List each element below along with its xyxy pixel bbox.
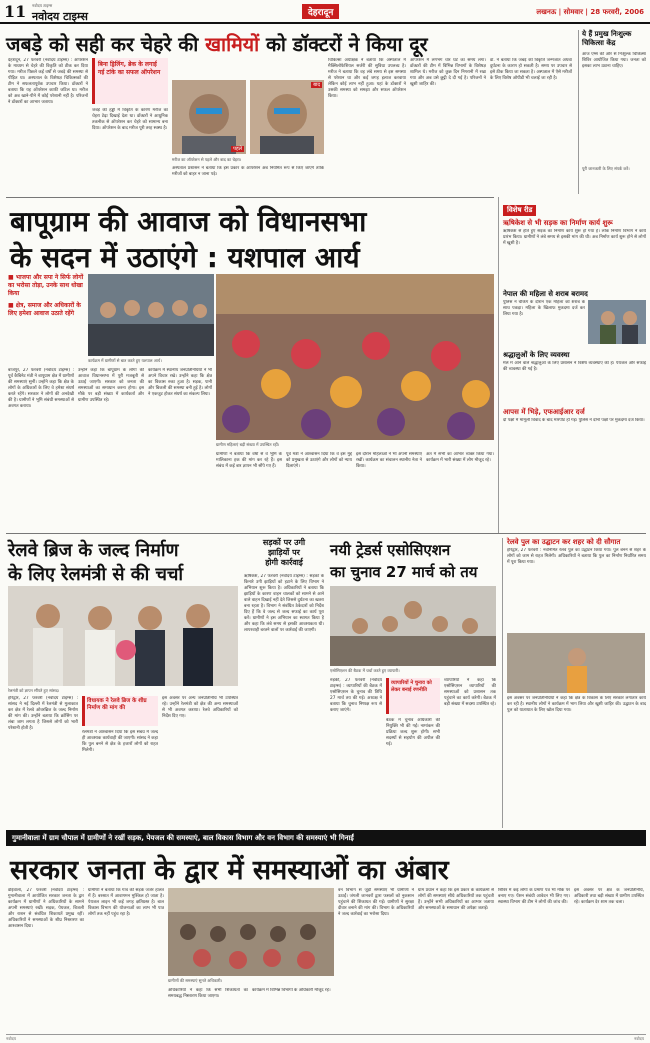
story4-headline-line1: सड़कों पर उगी [262, 538, 306, 547]
story2-photo-2 [216, 274, 494, 440]
vishesh-lower-text-1: हरिद्वार, 27 फरवरी : नवनिर्मित रेलवे पुल का उद्घाटन किया गया। पुल बनने से शहर के लोगों को जाम से राहत मिलेगी। अधिकारियों ने बताया कि पुल का निर्माण निर्धारित समय में पूरा किया गया। [507, 548, 646, 565]
story2-bullet-2: ■ क्षेत्र, समाज और अधिकारों के लिए हमेशा आवाज उठाते रहेंगे [8, 302, 81, 317]
vishesh-text-4: दो पक्षों में मामूली विवाद के बाद मारपीट हो गई। पुलिस ने दोनों पक्षों पर मुकदमा दर्ज किया। [503, 418, 645, 423]
vishesh-lower-text-2: इस अवसर पर जनप्रतिनिधियों ने कहा कि क्षेत्र के विकास के लिए सरकार लगातार कार्य कर रही है। स्थानीय लोगों ने कार्यक्रम में भाग लिया और खुशी जाहिर की। उद्घाटन के बाद पुल को यातायात के लिए खोल दिया गया। [507, 696, 646, 713]
footer-rule [6, 1034, 646, 1035]
edition-label: देहरादून [302, 4, 339, 19]
side-column-footer: पूरी जानकारी के लिए संपर्क करें। [582, 166, 630, 171]
railminister-photo [8, 586, 238, 686]
vishesh-lower [502, 538, 646, 828]
story1-photo-before [172, 80, 246, 154]
story2-bullets [8, 274, 86, 358]
footer-right-mark: नवोदय [634, 1036, 644, 1041]
story6-body-col7: शिविर में कई लोगों के प्रमाण पत्र भी मौके पर बनाए गए। पेंशन संबंधी आवेदन भी लिए गए। स्वास्थ्य विभाग की टीम ने लोगों की जांच की। [498, 888, 570, 905]
label-after: बाद [313, 82, 320, 88]
story2-body-col2: उन्होंने कहा कि बापूग्राम के लोगों की आवाज विधानसभा में पूरी मजबूती से उठाई जाएगी। सरकार को जनता की समस्याओं का समाधान करना होगा। इस मौके पर बड़ी संख्या में कार्यकर्ता और ग्रामीण उपस्थित रहे। [78, 368, 144, 403]
vishesh-headline-4: आपस में भिड़े, एफआईआर दर्ज [503, 408, 585, 416]
story2-photo-1 [88, 274, 214, 356]
story4-headline-line3: होगी कार्रवाई [265, 558, 303, 567]
story3-photo-caption: रेलमंत्री को ज्ञापन सौंपते हुए सांसद। [8, 688, 60, 693]
crowd-photo [216, 274, 494, 440]
story5-headline-line2: का चुनाव 27 मार्च को तय [330, 563, 478, 581]
story1-body-col2: जबड़े की हड्डी में विकृति के कारण मरीज का चेहरा टेढ़ा दिखाई देता था। डॉक्टरों ने आधुनिक तकनीक से ऑपरेशन कर चेहरे को सामान्य बना दिया। ऑपरेशन के बाद मरीज पूरी तरह स्वस्थ है। [92, 108, 168, 131]
story3-body-col2: रेलमंत्री ने आश्वासन दिया कि इस संबंध में जल्द ही आवश्यक कार्यवाही की जाएगी। सांसद ने कहा कि पुल बनने से क्षेत्र के हजारों लोगों को राहत मिलेगी। [82, 730, 158, 753]
side-column-text: आज एम्स की ओर से निःशुल्क चिकित्सा शिविर आयोजित किया गया। जनता को इसका लाभ उठाना चाहिए। [582, 52, 646, 69]
vishesh-lower-photo [507, 633, 645, 693]
label-before: पहले [233, 146, 242, 152]
story1-sub-box: बिना ड्रिलिंग, ब्रेक के लगाई गई टांके का सफल ऑपरेशन [92, 58, 168, 104]
divider-1 [6, 197, 494, 198]
story1-body-col6: डॉ. ने बताया कि जबड़े की विकृति जन्मजात अथवा दुर्घटना के कारण हो सकती है। समय पर उपचार से इसे ठीक किया जा सकता है। अस्पताल में ऐसे मरीजों के लिए विशेष ओपीडी भी चलाई जा रही है। [490, 58, 572, 81]
story3-sub-box: विधायक ने रेलवे ब्रिज के शीघ्र निर्माण की मांग की [82, 696, 158, 726]
story3-headline-line1: रेलवे ब्रिज के जल्द निर्माण [8, 540, 179, 561]
date-line: लखनऊ | सोमवार | 28 फरवरी, 2006 [536, 8, 644, 16]
story2-body-col5: पूर्व मंत्री ने आश्वासन दिया कि वे इस मुद्दे को प्रमुखता से उठाएंगे और लोगों को न्याय दिलाएंगे। [286, 452, 352, 469]
story6-body-col8: इस अवसर पर क्षेत्र के जनप्रतिनिधि, अधिकारी तथा बड़ी संख्या में ग्रामीण उपस्थित रहे। कार्यक्रम देर शाम तक चला। [574, 888, 644, 905]
divider-2 [6, 533, 646, 534]
story2-headline-line2: के सदन में उठाएंगे : यशपाल आर्य [10, 241, 360, 274]
story2-caption-2: ग्रामीण महिलाएं बड़ी संख्या में उपस्थित रहीं। [216, 442, 280, 447]
story6-headline: सरकार जनता के द्वार में समस्याओं का अंबार [10, 855, 449, 886]
bullet-icon: ■ [8, 302, 16, 309]
chaupal-photo [168, 888, 334, 976]
story6-body-col3: अधिकारियों ने कहा कि सभी शिकायतों का समयबद्ध निस्तारण किया जाएगा। [168, 988, 248, 999]
story5-body-col3: व्यापारियों ने कहा कि एसोसिएशन व्यापारियों की समस्याओं को प्रशासन तक पहुंचाने का कार्य करेगी। बैठक में बड़ी संख्या में सदस्य उपस्थित रहे। [444, 678, 496, 707]
banner: गुमानीवाला में ग्राम चौपाल में ग्रामीणों ने रखीं सड़क, पेयजल की समस्याएं, बाल विकास विभाग और वन विभाग की समस्याएं भी गिनाईं [6, 830, 646, 846]
side-column-title: ये हैं प्रमुख निःशुल्क चिकित्सा केंद्र [582, 30, 632, 47]
story2-body-col4: ग्रामीणों ने बताया कि वर्षों से वे भूमि के मालिकाना हक की मांग कर रहे हैं। इस संबंध में कई बार ज्ञापन भी सौंपे गए हैं। [216, 452, 282, 469]
vishesh-label: विशेष रीड [503, 205, 536, 216]
vishesh-headline-3: श्रद्धालुओं के लिए व्यवस्था [503, 351, 570, 359]
story6-body-col1: डोईवाला, 27 फरवरी (नवोदय टाइम्स) : गुमानीवाला में आयोजित सरकार जनता के द्वार कार्यक्रम में ग्रामीणों ने अधिकारियों के सामने अपनी समस्याएं रखीं। सड़क, पेयजल, बिजली और राशन से संबंधित शिकायतें प्रमुख रहीं। अधिकारियों ने समस्याओं के शीघ्र निस्तारण का आश्वासन दिया। [8, 888, 84, 929]
story5-headline-line1: नयी ट्रेडर्स एसोसिएशन [330, 541, 451, 559]
story5-photo [330, 586, 496, 666]
story2-body-col1: बाजपुर, 27 फरवरी (नवोदय टाइम्स) : पूर्व कैबिनेट मंत्री ने बापूग्राम क्षेत्र में ग्रामीणों की समस्याएं सुनीं। उन्होंने कहा कि क्षेत्र के लोगों के अधिकारों के लिए वे हमेशा संघर्ष करते रहेंगे। सरकार ने लोगों की अनदेखी की है। ग्रामीणों ने भूमि संबंधी समस्याओं से अवगत कराया। [8, 368, 74, 409]
vishesh-headline-5: रेलवे पुल का उद्घाटन कर शहर को दी सौगात [507, 538, 621, 546]
bullet-icon: ■ [8, 274, 16, 281]
story3-photo [8, 586, 238, 686]
headline-highlight: खामियों [205, 33, 260, 56]
story3-body-col1: हरिद्वार, 27 फरवरी (नवोदय टाइम्स) : सांसद ने नई दिल्ली में रेलमंत्री से मुलाकात कर क्षेत्र में रेलवे ओवरब्रिज के जल्द निर्माण की मांग की। उन्होंने बताया कि क्रॉसिंग पर लंबा जाम लगता है जिससे लोगों को भारी परेशानी होती है। [8, 696, 78, 731]
vishesh-headline-1: ऋषिकेश से भी सड़क का निर्माण कार्य शुरू [503, 219, 613, 227]
story5-body-col1: रुड़की, 27 फरवरी (नवोदय टाइम्स) : व्यापारियों की बैठक में एसोसिएशन के चुनाव की तिथि 27 मार्च तय की गई। अध्यक्ष ने बताया कि चुनाव निष्पक्ष रूप से कराए जाएंगे। [330, 678, 382, 713]
story6-body-col4: कार्यक्रम में विभिन्न विभागों के अधिकारी मौजूद रहे। [252, 988, 331, 993]
meeting-photo [88, 274, 214, 356]
ceremony-photo [507, 633, 645, 693]
police-photo [588, 300, 646, 344]
vishesh-text-1: ऋषिकेश से होते हुए सड़क का निर्माण कार्य शुरू हो गया है। लोक निर्माण विभाग ने कार्य प्रारंभ किया। ग्रामीणों ने लंबे समय से इसकी मांग की थी। अब निर्माण कार्य शुरू होने से लोगों में खुशी है। [503, 229, 646, 246]
story1-body-col4: चिकित्सा अधीक्षक ने बताया कि अस्पताल में मैक्सिलोफेशियल सर्जरी की सुविधा उपलब्ध है। मरीज ने बताया कि वह लंबे समय से इस समस्या से परेशान था और कई जगह इलाज करवाया लेकिन कोई लाभ नहीं हुआ। यहां के डॉक्टरों ने उसकी समस्या को समझा और सफल ऑपरेशन किया। [328, 58, 406, 99]
story1-photo-after [250, 80, 324, 154]
story4-headline [244, 538, 324, 568]
story5-body-col2: बैठक में चुनाव अधिकारी की नियुक्ति भी की गई। नामांकन की प्रक्रिया जल्द शुरू होगी। सभी सदस्यों से सहयोग की अपील की गई। [386, 718, 440, 747]
story2-headline-line1: बापूग्राम की आवाज को विधानसभा [10, 205, 367, 238]
vishesh-headline-2: नेपाल की महिला से शराब बरामद [503, 290, 588, 298]
small-title: नवोदय टाइम्स [32, 3, 53, 8]
vishesh-column [498, 197, 646, 533]
story1-photo-caption: मरीज का ऑपरेशन से पहले और बाद का चेहरा। [172, 157, 242, 162]
story3-body-col3: इस अवसर पर अन्य जनप्रतिनिधि भी उपस्थित रहे। उन्होंने रेलमंत्री को क्षेत्र की अन्य समस्याओं से भी अवगत कराया। रेलवे अधिकारियों को निर्देश दिए गए। [162, 696, 238, 719]
masthead [0, 0, 650, 24]
patient-photo-after [250, 80, 324, 154]
traders-meeting-photo [330, 586, 496, 666]
side-column [578, 30, 646, 194]
story5-sub-box: व्यापारियों ने चुनाव को लेकर बनाई रणनीति [386, 678, 440, 714]
story1-body-col1: देहरादून, 27 फरवरी (नवोदय टाइम्स) : ऑपरेशन के माध्यम से चेहरे की विकृति को ठीक कर दिया गया। मरीज पिछले कई वर्षों से जबड़े की समस्या से पीड़ित था। अस्पताल के विशेषज्ञ चिकित्सकों की टीम ने सफलतापूर्वक उपचार किया। डॉक्टरों ने बताया कि यह ऑपरेशन काफी जटिल था। मरीज को अब खाने-पीने में कोई परेशानी नहीं है। परिजनों ने डॉक्टरों का आभार जताया। [8, 58, 88, 105]
story2-body-col3: कार्यक्रम में स्थानीय जनप्रतिनिधियों ने भी अपने विचार रखे। उन्होंने कहा कि क्षेत्र का विकास रुका हुआ है। सड़क, पानी और बिजली की समस्या बनी हुई है। लोगों ने एकजुट होकर संघर्ष का संकल्प लिया। [148, 368, 212, 397]
story2-body-col7: अंत में सभी का आभार व्यक्त किया गया। कार्यक्रम में भारी संख्या में लोग मौजूद रहे। [426, 452, 494, 463]
paper-name: नवोदय टाइम्स [32, 10, 88, 23]
vishesh-photo [588, 300, 646, 344]
story1-body-col5: ऑपरेशन में लगभग चार घंटे का समय लगा। डॉक्टरों की टीम में विभिन्न विभागों के विशेषज्ञ शामिल थे। मरीज को कुछ दिन निगरानी में रखा गया और अब उसे छुट्टी दे दी गई है। परिजनों ने खुशी जाहिर की। [410, 58, 486, 87]
vishesh-text-3: मेले में आने वाले श्रद्धालुओं के लिए प्रशासन ने विशेष व्यवस्थाएं की हैं। पेयजल और सफाई की व्यवस्था की गई है। [503, 361, 646, 372]
story1-headline: जबड़े को सही कर चेहरे की खामियों को डॉक्टरों ने किया दूर [6, 33, 428, 56]
story6-body-col6: ग्राम प्रधान ने कहा कि इस प्रकार के कार्यक्रमों से लोगों की समस्याएं सीधे अधिकारियों तक पहुंचती हैं। उन्होंने सभी अधिकारियों का आभार जताया और समस्याओं के समाधान की अपेक्षा जताई। [418, 888, 494, 911]
story2-caption-1: कार्यक्रम में ग्रामीणों से बात करते हुए यशपाल आर्य। [88, 358, 162, 363]
story1-body-col3: अस्पताल प्रशासन ने बताया कि इस प्रकार के ऑपरेशन अब नियमित रूप से किए जाएंगे ताकि मरीजों को बाहर न जाना पड़े। [172, 166, 324, 177]
story2-bullet-1: ■ भाजपा और सपा ने सिर्फ लोगों का भरोसा तोड़ा, उनके साथ धोखा किया [8, 274, 84, 297]
story4-headline-line2: झाड़ियों पर [268, 548, 300, 557]
story6-photo-caption: ग्रामीणों की समस्याएं सुनते अधिकारी। [168, 978, 223, 983]
footer-left-mark: नवोदय [6, 1036, 16, 1041]
page-number: 11 [4, 2, 27, 21]
story6-body-col2: ग्रामीणों ने बताया कि गांव की सड़कें जर्जर हालत में हैं। बरसात में आवागमन मुश्किल हो जाता है। पेयजल लाइन भी कई जगह क्षतिग्रस्त है। बाल विकास विभाग की योजनाओं का लाभ भी पात्र लोगों तक नहीं पहुंच रहा है। [88, 888, 164, 917]
story3-headline-line2: के लिए रेलमंत्री से की चर्चा [8, 564, 184, 585]
patient-photo-before [172, 80, 246, 154]
vishesh-text-2: पुलिस ने चेकिंग के दौरान एक महिला को शराब के साथ पकड़ा। महिला के खिलाफ मुकदमा दर्ज कर लिया गया है। [503, 300, 585, 317]
story5-photo-caption: एसोसिएशन की बैठक में चर्चा करते हुए व्यापारी। [330, 668, 400, 673]
story2-body-col6: इस दौरान महिलाओं ने भी अपनी समस्याएं रखीं। कार्यक्रम का संचालन स्थानीय नेता ने किया। [356, 452, 422, 469]
story6-photo [168, 888, 334, 976]
story4-body: ऋषिकेश, 27 फरवरी (नवोदय टाइम्स) : सड़कों के किनारे उगी झाड़ियों को हटाने के लिए विभाग ने अभियान शुरू किया है। अधिकारियों ने बताया कि झाड़ियों के कारण वाहन चालकों को सामने से आने वाले वाहन दिखाई नहीं देते जिससे दुर्घटना का खतरा बना रहता है। विभाग ने संबंधित ठेकेदारों को निर्देश दिए हैं कि वे जल्द से जल्द सफाई का कार्य पूरा करें। ग्रामीणों ने इस अभियान का स्वागत किया है और कहा कि लंबे समय से इसकी आवश्यकता थी। लापरवाही बरतने वालों पर कार्रवाई की जाएगी। [244, 574, 324, 633]
story6-body-col5: वन विभाग से जुड़ी समस्याएं भी ग्रामीणों ने उठाईं। जंगली जानवरों द्वारा फसलों को नुकसान पहुंचाने की शिकायत की गई। ग्रामीणों ने सुरक्षा दीवार बनाने की मांग की। विभाग के अधिकारियों ने जल्द कार्रवाई का भरोसा दिया। [338, 888, 414, 917]
